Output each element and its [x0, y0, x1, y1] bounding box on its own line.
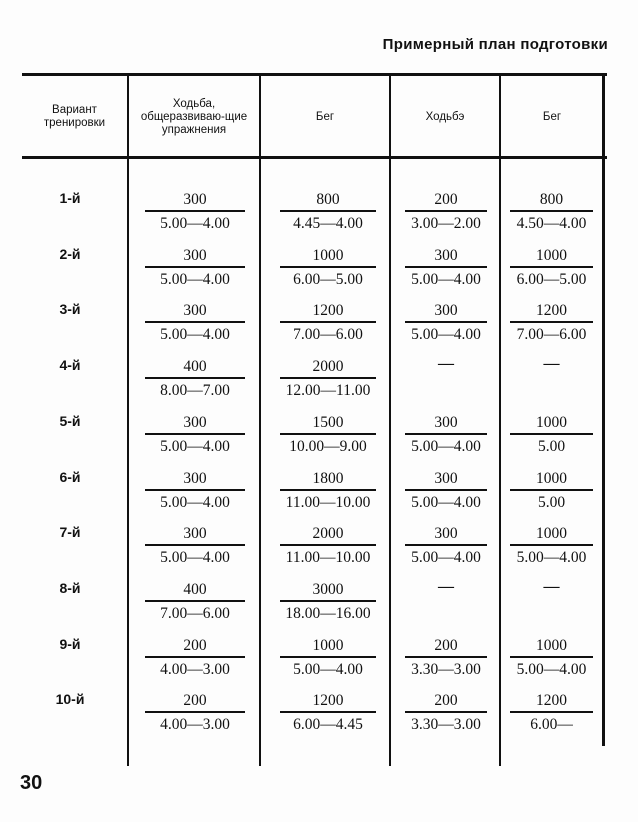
time-range: 5.00—4.00: [160, 270, 230, 288]
row-label: 6-й: [59, 468, 81, 485]
time-range: 5.00—4.00: [411, 549, 481, 567]
page-number: 30: [20, 772, 43, 794]
empty-cell-dash: —: [543, 577, 560, 595]
table-cell: [145, 691, 245, 735]
time-range: 3.30—3.00: [411, 660, 481, 678]
time-range: 4.45—4.00: [293, 215, 363, 232]
distance-value: 1000: [312, 636, 344, 654]
fraction-rule: [280, 433, 376, 435]
time-range: 6.00—: [530, 716, 573, 734]
header-walking-exercises: Ходьба, общеразвиваю-щие упражнения: [140, 97, 248, 136]
fraction-rule: [510, 433, 593, 435]
fraction-rule: [145, 711, 245, 713]
time-range: 5.00—4.00: [160, 493, 230, 511]
fraction-rule: [145, 600, 245, 602]
page-title: Примерный план подготовки: [382, 36, 608, 53]
table-cell: [405, 636, 487, 680]
table-cell: [145, 246, 245, 290]
distance-value: 1000: [536, 636, 567, 654]
fraction-rule: [405, 656, 487, 658]
fraction-rule: [510, 711, 593, 713]
time-range: 7.00—6.00: [160, 604, 230, 622]
table-cell: [280, 691, 376, 735]
time-range: 5.00—4.00: [516, 660, 587, 678]
column-divider: [602, 76, 605, 746]
distance-value: 800: [316, 191, 340, 208]
distance-value: 300: [183, 191, 207, 208]
fraction-rule: [145, 321, 245, 323]
fraction-rule: [405, 266, 487, 268]
time-range: 5.00: [537, 493, 566, 511]
distance-value: 300: [434, 413, 458, 431]
table-cell: [510, 413, 593, 457]
table-cell: [405, 524, 487, 568]
time-range: 5.00—4.00: [160, 326, 230, 344]
table-cell: [405, 190, 487, 234]
header-running-1: Бег: [315, 110, 335, 123]
table-cell: [405, 246, 487, 290]
table-cell: [145, 469, 245, 513]
fraction-rule: [280, 321, 376, 323]
fraction-rule: [145, 489, 245, 491]
empty-cell-dash: —: [438, 355, 454, 373]
time-range: 11.00—10.00: [285, 549, 371, 567]
table-cell: [145, 580, 245, 624]
time-range: 4.00—3.00: [160, 660, 230, 678]
table-cell: [145, 190, 245, 234]
time-range: 8.00—7.00: [160, 382, 230, 400]
distance-value: 300: [183, 469, 207, 487]
fraction-rule: [405, 321, 487, 323]
column-divider: [127, 76, 129, 766]
time-range: 6.00—4.45: [293, 716, 363, 734]
empty-cell-dash: —: [543, 355, 560, 373]
column-divider: [259, 76, 261, 766]
time-range: 18.00—16.00: [285, 604, 371, 622]
fraction-rule: [405, 489, 487, 491]
distance-value: 2000: [312, 358, 344, 376]
fraction-rule: [405, 433, 487, 435]
distance-value: 200: [183, 692, 207, 710]
distance-value: 300: [183, 302, 207, 320]
distance-value: 1200: [536, 302, 567, 320]
distance-value: 1500: [312, 413, 344, 431]
row-label: 9-й: [59, 635, 81, 652]
distance-value: 300: [434, 302, 458, 320]
distance-value: 2000: [312, 525, 344, 543]
table-cell: [145, 357, 245, 401]
time-range: 11.00—10.00: [285, 493, 371, 511]
fraction-rule: [280, 266, 376, 268]
time-range: 5.00—4.00: [160, 215, 230, 232]
time-range: 10.00—9.00: [289, 437, 367, 455]
time-range: 5.00: [537, 437, 566, 455]
time-range: 4.00—3.00: [160, 716, 230, 734]
fraction-rule: [510, 489, 593, 491]
row-label: 5-й: [59, 412, 81, 429]
distance-value: 1000: [536, 525, 567, 543]
fraction-rule: [280, 600, 376, 602]
distance-value: 800: [539, 191, 564, 208]
time-range: 5.00—4.00: [411, 270, 481, 288]
fraction-rule: [510, 321, 593, 323]
distance-value: 1200: [536, 692, 567, 710]
table-cell: [280, 246, 376, 290]
distance-value: 200: [434, 692, 458, 710]
table-cell: [280, 301, 376, 345]
table-cell: [280, 413, 376, 457]
time-range: 3.30—3.00: [411, 716, 481, 734]
fraction-rule: [510, 210, 593, 212]
table-cell: [510, 301, 593, 345]
distance-value: 1000: [536, 413, 567, 431]
table-cell: [510, 246, 593, 290]
distance-value: 400: [183, 358, 207, 376]
fraction-rule: [280, 544, 376, 546]
row-label: 3-й: [59, 301, 81, 318]
distance-value: 300: [434, 469, 458, 487]
table-cell: [510, 691, 593, 735]
column-divider: [389, 76, 391, 766]
row-label: 8-й: [59, 579, 81, 596]
distance-value: 300: [183, 413, 207, 431]
header-running-2: Бег: [542, 110, 562, 123]
time-range: 3.00—2.00: [411, 215, 481, 232]
distance-value: 200: [183, 636, 207, 654]
table-cell: [510, 190, 593, 234]
time-range: 6.00—5.00: [516, 270, 587, 288]
time-range: 5.00—4.00: [411, 437, 481, 455]
table-cell: [280, 357, 376, 401]
header-walking: Ходьбэ: [425, 110, 465, 123]
distance-value: 300: [434, 246, 458, 264]
table-cell: [280, 469, 376, 513]
row-label: 7-й: [59, 524, 81, 541]
time-range: 5.00—4.00: [411, 493, 481, 511]
time-range: 5.00—4.00: [160, 549, 230, 567]
header-bottom-rule: [22, 156, 607, 159]
fraction-rule: [405, 711, 487, 713]
table-cell: [510, 636, 593, 680]
distance-value: 200: [434, 636, 458, 654]
table-cell: [405, 301, 487, 345]
header-variant: Вариант тренировки: [43, 104, 106, 129]
distance-value: 3000: [312, 580, 344, 598]
distance-value: 400: [183, 580, 207, 598]
fraction-rule: [145, 433, 245, 435]
table-cell: [510, 524, 593, 568]
time-range: 5.00—4.00: [516, 549, 587, 567]
fraction-rule: [405, 210, 487, 212]
distance-value: 1000: [312, 246, 344, 264]
fraction-rule: [145, 544, 245, 546]
row-label: 2-й: [59, 245, 81, 262]
distance-value: 300: [434, 525, 458, 543]
column-divider: [499, 76, 501, 766]
distance-value: 200: [434, 191, 458, 208]
table-cell: [405, 469, 487, 513]
table-cell: [280, 190, 376, 234]
distance-value: 300: [183, 246, 207, 264]
time-range: 7.00—6.00: [516, 326, 587, 344]
fraction-rule: [280, 489, 376, 491]
table-cell: [405, 413, 487, 457]
table-cell: [405, 691, 487, 735]
distance-value: 300: [183, 525, 207, 543]
table-cell: [145, 636, 245, 680]
distance-value: 1800: [312, 469, 344, 487]
table-cell: [280, 636, 376, 680]
distance-value: 1200: [312, 692, 344, 710]
fraction-rule: [145, 266, 245, 268]
fraction-rule: [510, 266, 593, 268]
table-cell: [280, 524, 376, 568]
row-label: 1-й: [59, 190, 81, 206]
time-range: 12.00—11.00: [285, 382, 371, 400]
fraction-rule: [145, 377, 245, 379]
fraction-rule: [280, 210, 376, 212]
empty-cell-dash: —: [438, 577, 454, 595]
fraction-rule: [280, 711, 376, 713]
time-range: 6.00—5.00: [293, 270, 363, 288]
table-cell: [280, 580, 376, 624]
time-range: 4.50—4.00: [516, 215, 587, 232]
fraction-rule: [145, 656, 245, 658]
table-cell: [145, 301, 245, 345]
table-cell: [510, 469, 593, 513]
distance-value: 1200: [312, 302, 344, 320]
table-cell: [145, 413, 245, 457]
table-top-rule: [22, 73, 607, 76]
row-label: 10-й: [55, 691, 85, 708]
table-cell: [145, 524, 245, 568]
fraction-rule: [510, 544, 593, 546]
time-range: 5.00—4.00: [411, 326, 481, 344]
time-range: 5.00—4.00: [293, 660, 363, 678]
fraction-rule: [145, 210, 245, 212]
time-range: 5.00—4.00: [160, 437, 230, 455]
fraction-rule: [280, 377, 376, 379]
fraction-rule: [280, 656, 376, 658]
distance-value: 1000: [536, 469, 567, 487]
row-label: 4-й: [59, 357, 81, 374]
distance-value: 1000: [536, 246, 567, 264]
time-range: 7.00—6.00: [293, 326, 363, 344]
fraction-rule: [405, 544, 487, 546]
fraction-rule: [510, 656, 593, 658]
